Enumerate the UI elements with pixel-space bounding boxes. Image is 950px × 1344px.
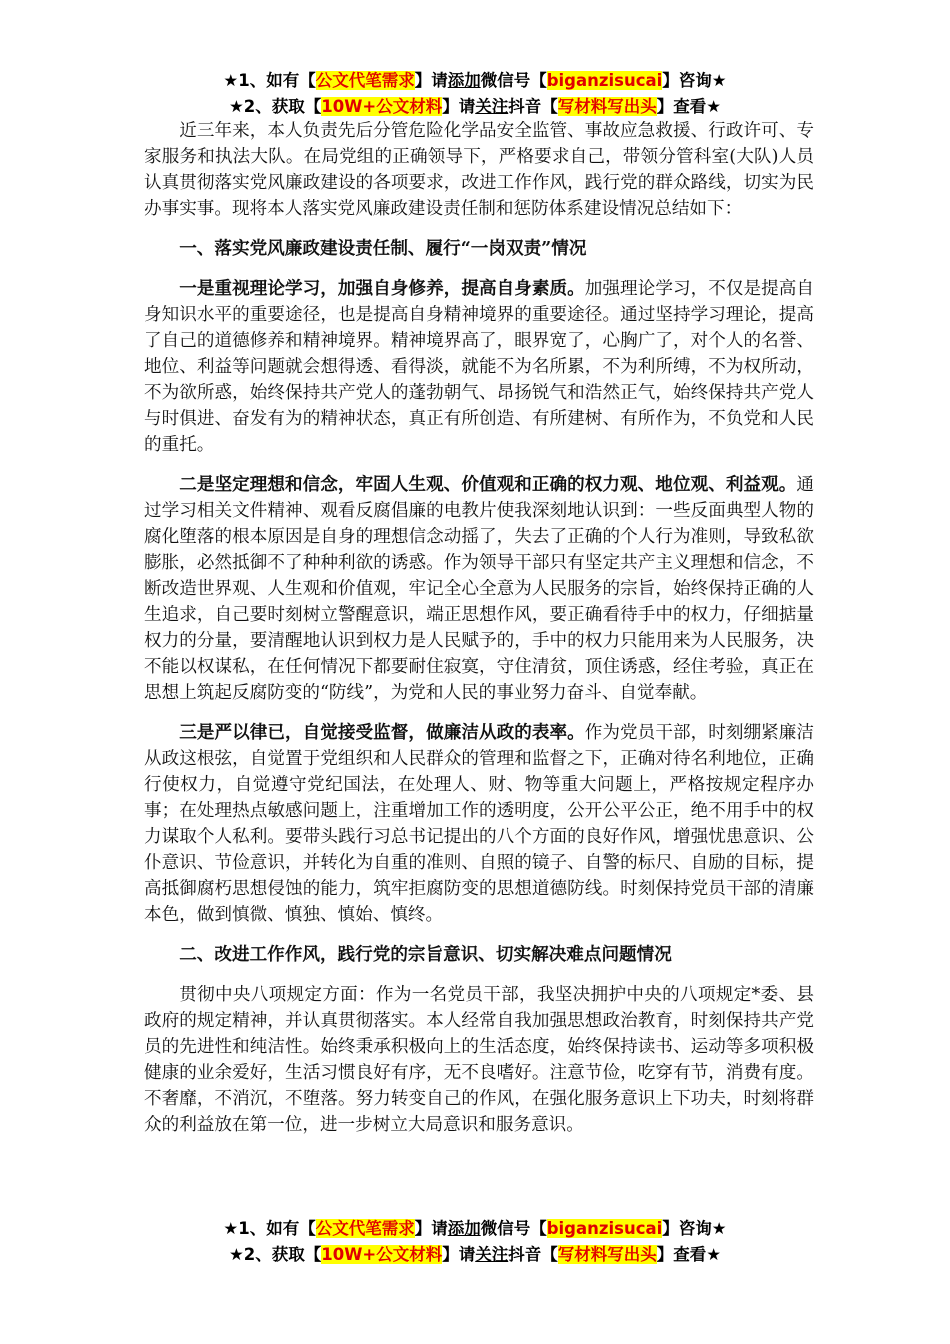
paragraph-1	[144, 276, 814, 458]
highlight-text: biganzisucai	[546, 71, 663, 90]
banner-text: 】请	[414, 1219, 448, 1238]
banner-text: 】请	[414, 71, 448, 90]
paragraph-lead: 二是坚定理想和信念，牢固人生观、价值观和正确的权力观、地位观、利益观。	[179, 474, 797, 495]
banner-text: 微信号【	[480, 1219, 547, 1238]
paragraph-3	[144, 720, 814, 928]
banner-text: 抖音【	[508, 1245, 558, 1264]
banner-text: 】查看★	[656, 97, 722, 116]
banner-line-2	[140, 1242, 810, 1268]
banner-text: 微信号【	[480, 71, 547, 90]
intro-paragraph: 近三年来，本人负责先后分管危险化学品安全监管、事故应急救援、行政许可、专家服务和执法大队。在局党组的正确领导下，严格要求自己，带领分管科室(大队)人员认真贯彻落实党风廉政建设的各项要求，改进工作作风，践行党的群众路线，切实为民办事实事。现将本人落实党风廉政建设责任制和惩防体系建设情况总结如下：	[144, 121, 814, 219]
highlight-text: 写材料写出头	[557, 97, 657, 116]
banner-line-1	[140, 1216, 810, 1242]
highlight-text: 10W+公文材料	[321, 97, 443, 116]
banner-text: ★1、如有【	[223, 71, 316, 90]
paragraph-body: 通过学习相关文件精神、观看反腐倡廉的电教片使我深刻地认识到：一些反面典型人物的腐化堕落的根本原因是自身的理想信念动摇了，失去了正确的个人行为准则，导致私欲膨胀，必然抵御不了种种利欲的诱惑。作为领导干部只有坚定共产主义理想和信念，不断改造世界观、人生观和价值观，牢记全心全意为人民服务的宗旨，始终保持正确的人生追求，自己要时刻树立警醒意识，端正思想作风，要正确看待手中的权力，仔细掂量权力的分量，要清醒地认识到权力是人民赋予的，手中的权力只能用来为人民服务，决不能以权谋私，在任何情况下都要耐住寂寞，守住清贫，顶住诱惑，经住考验，真正在思想上筑起反腐防变的“防线”，为党和人民的事业努力奋斗、自觉奉献。	[144, 475, 814, 703]
banner-text: 】咨询★	[662, 1219, 727, 1238]
paragraph-lead: 一是重视理论学习，加强自身修养，提高自身素质。	[179, 278, 585, 299]
paragraph-body: 作为党员干部，时刻绷紧廉洁从政这根弦，自觉置于党组织和人民群众的管理和监督之下，正确对待名利地位，正确行使权力，自觉遵守党纪国法，在处理人、财、物等重大问题上，严格按规定程序办事；在处理热点敏感问题上，注重增加工作的透明度，公开公平公正，绝不用手中的权力谋取个人私利。要带头践行习总书记提出的八个方面的良好作风，增强忧患意识、公仆意识、节俭意识，并转化为自重的准则、自照的镜子、自警的标尺、自励的目标，提高抵御腐朽思想侵蚀的能力，筑牢拒腐防变的思想道德防线。时刻保持党员干部的清廉本色，做到慎微、慎独、慎始、慎终。	[144, 723, 814, 925]
banner-text: ★2、获取【	[228, 1245, 322, 1264]
banner-text: 】咨询★	[662, 71, 727, 90]
document-body	[144, 118, 814, 1138]
top-banner	[140, 68, 810, 120]
bottom-banner	[140, 1216, 810, 1268]
highlight-text: 10W+公文材料	[321, 1245, 443, 1264]
paragraph-body: 加强理论学习，不仅是提高自身知识水平的重要途径，也是提高自身精神境界的重要途径。通过坚持学习理论，提高了自己的道德修养和精神境界。精神境界高了，眼界宽了，心胸广了，对个人的名誉、地位、利益等问题就会想得透、看得淡，就能不为名所累，不为利所缚，不为权所动，不为欲所惑，始终保持共产党人的蓬勃朝气、昂扬锐气和浩然正气，始终保持共产党人与时俱进、奋发有为的精神状态，真正有所创造、有所建树、有所作为，不负党和人民的重托。	[144, 279, 814, 455]
underlined-text: 关注	[475, 97, 509, 116]
section-heading-1: 一、落实党风廉政建设责任制、履行“一岗双责”情况	[179, 238, 587, 259]
paragraph-lead: 三是严以律已，自觉接受监督，做廉洁从政的表率。	[179, 722, 585, 743]
highlight-text: biganzisucai	[546, 1219, 663, 1238]
banner-text: 抖音【	[508, 97, 558, 116]
section-heading-2: 二、改进工作作风，践行党的宗旨意识、切实解决难点问题情况	[179, 944, 672, 965]
banner-text: 】查看★	[656, 1245, 722, 1264]
underlined-text: 添加	[447, 1219, 481, 1238]
highlight-text: 公文代笔需求	[315, 71, 415, 90]
paragraph-4: 贯彻中央八项规定方面：作为一名党员干部，我坚决拥护中央的八项规定*委、县政府的规定精神，并认真贯彻落实。本人经常自我加强思想政治教育，时刻保持共产党员的先进性和纯洁性。始终秉承积极向上的生活态度，始终保持读书、运动等多项积极健康的业余爱好，生活习惯良好有序，无不良嗜好。注意节俭，吃穿有节，消费有度。不奢靡，不消沉，不堕落。努力转变自己的作风，在强化服务意识上下功夫，时刻将群众的利益放在第一位，进一步树立大局意识和服务意识。	[144, 985, 814, 1135]
banner-line-1	[140, 68, 810, 94]
paragraph-2	[144, 472, 814, 706]
underlined-text: 关注	[475, 1245, 509, 1264]
banner-text: ★2、获取【	[228, 97, 322, 116]
banner-text: 】请	[442, 97, 476, 116]
banner-text: ★1、如有【	[223, 1219, 316, 1238]
underlined-text: 添加	[447, 71, 481, 90]
banner-text: 】请	[442, 1245, 476, 1264]
highlight-text: 公文代笔需求	[315, 1219, 415, 1238]
banner-line-2	[140, 94, 810, 120]
highlight-text: 写材料写出头	[557, 1245, 657, 1264]
